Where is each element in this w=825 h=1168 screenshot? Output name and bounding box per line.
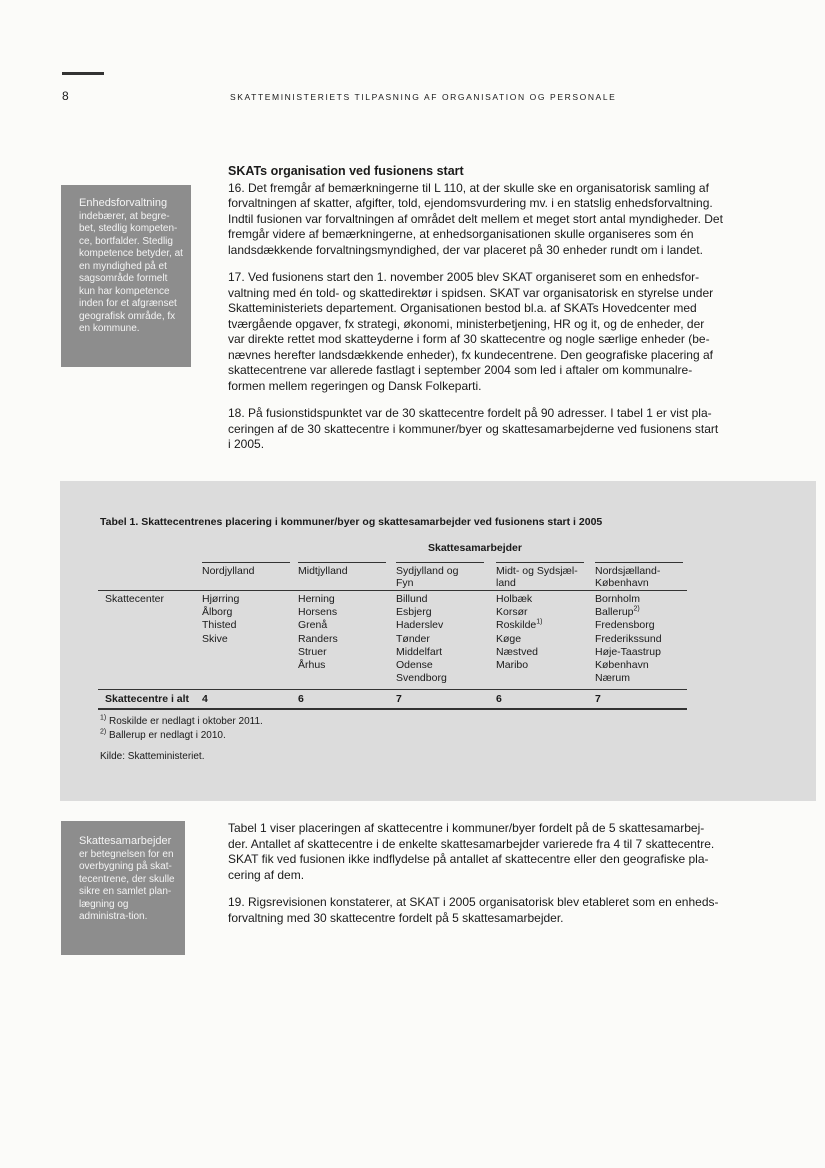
paragraph-17: 17. Ved fusionens start den 1. november 2005 blev SKAT organiseret som en enhedsfor-valtning med én told- og skattedirektør i spidsen. SKAT var organisatorisk en styrelse under Skatteministeriets departement. Organisationen bestod bl.a. af SKATs Hovedcenter med tværgående opgaver, fx strategi, økonomi, ministerbetjening, HR og it, og de enheder, der var direkte rettet mod skatteyderne i form af 30 skattecentre og nogle særlige enheder (be-nævnes herefter landsdækkende enheder), fx kundecentrene. Den geografiske placering af skattecentrene var allerede fastlagt i september 2004 som led i aftaler om kommunalre-formen mellem regeringen og Dansk Folkeparti. [228,270,714,393]
sidebar-box-enhedsforvaltning [61,185,191,367]
sidebar-text: er betegnelsen for en overbygning på skat-tecentrene, der skulle sikre en samlet plan-lægning og administra-tion. [79,848,175,922]
page-number: 8 [62,89,69,103]
table-panel [60,481,816,801]
cell-midt-sydsjaelland: Holbæk Korsør Roskilde$^{1)}$ Køge Næstved Maribo [496,593,543,672]
footnote-1: $^{1)}$ Roskilde er nedlagt i oktober 2011. [100,714,263,727]
paragraph-16: 16. Det fremgår af bemærkningerne til L 110, at der skulle ske en organisatorisk samling af forvaltningen af skatter, afgifter, told, ejendomsvurdering mv. i en statslig enhedsforvaltning. Indtil fusionen var forvaltningen af området delt mellem et meget stort antal myndigheder. Det fremgår videre af bemærkningerne, at enhedsorganisationen skulle organiseres som én landsdækkende forvaltningsmyndighed, der var placeret på 30 enheder rundt om i landet. [228,180,723,257]
column-header-midt-sydsjaelland: Midt- og Sydsjæl- land [496,562,584,589]
footnote-mark: 2) [633,605,640,613]
total-midtjylland: 6 [298,693,304,705]
cell-nordsjaelland-kobenhavn: Bornholm Ballerup$^{2)}$ Fredensborg Frederikssund Høje-Taastrup København Nærum [595,593,662,685]
column-header-sydjylland-fyn: Sydjylland og Fyn [396,562,484,589]
footnote-2: $^{2)}$ Ballerup er nedlagt i 2010. [100,728,226,741]
table-source: Kilde: Skatteministeriet. [100,751,205,762]
sidebar-box-skattesamarbejder [61,821,185,955]
cell-midtjylland: Herning Horsens Grenå Randers Struer Århus [298,593,338,672]
section-heading: SKATs organisation ved fusionens start [228,164,464,178]
group-header: Skattesamarbejder [428,542,522,554]
running-header: SKATTEMINISTERIETS TILPASNING AF ORGANISATION OG PERSONALE [230,92,617,102]
main-section-2 [228,821,724,938]
table-rule [98,590,687,591]
paragraph-18: 18. På fusionstidspunktet var de 30 skattecentre fordelt på 90 adresser. I tabel 1 er vist pla-ceringen af de 30 skattecentre i kommuner/byer og skattesamarbejderne ved fusionens start i 2005. [228,406,719,451]
total-midt-sydsjaelland: 6 [496,693,502,705]
total-sydjylland-fyn: 7 [396,693,402,705]
column-header-nordsjaelland-kobenhavn: Nordsjælland- København [595,562,683,589]
main-section [228,164,724,465]
paragraph-table-summary: Tabel 1 viser placeringen af skattecentre i kommuner/byer fordelt på de 5 skattesamarbej-der. Antallet af skattecentre i de enkelte skattesamarbejder varierede fra 4 til 7 skattecentre. SKAT fik ved fusionen ikke indflydelse på antallet af skattecentre eller den geografiske pla-cering af dem. [228,821,715,882]
cell-nordjylland: Hjørring Ålborg Thisted Skive [202,593,240,645]
total-nordsjaelland-kobenhavn: 7 [595,693,601,705]
row-label-skattecenter: Skattecenter [105,593,164,605]
table-rule [98,689,687,690]
total-label: Skattecentre i alt [105,693,190,705]
sidebar-title: Skattesamarbejder [79,835,172,847]
column-header-midtjylland: Midtjylland [298,562,386,577]
paragraph-19: 19. Rigsrevisionen konstaterer, at SKAT i 2005 organisatorisk blev etableret som en enheds-forvaltning med 30 skattecentre fordelt på 5 skattesamarbejder. [228,895,719,925]
table-rule [98,708,687,710]
sidebar-text: indebærer, at begre-bet, stedlig kompeten-ce, bortfalder. Stedlig kompetence betyder, at en myndighed på et sagsområde formelt kun har kompetence inden for et afgrænset geografisk område, fx en kommune. [79,210,183,334]
total-nordjylland: 4 [202,693,208,705]
cell-sydjylland-fyn: Billund Esbjerg Haderslev Tønder Middelfart Odense Svendborg [396,593,447,685]
table-title: Tabel 1. Skattecentrenes placering i kommuner/byer og skattesamarbejder ved fusionens start i 2005 [100,516,603,528]
header-mark [62,72,104,75]
footnote-mark: 1) [536,618,543,626]
sidebar-title: Enhedsforvaltning [79,197,168,209]
column-header-nordjylland: Nordjylland [202,562,290,577]
